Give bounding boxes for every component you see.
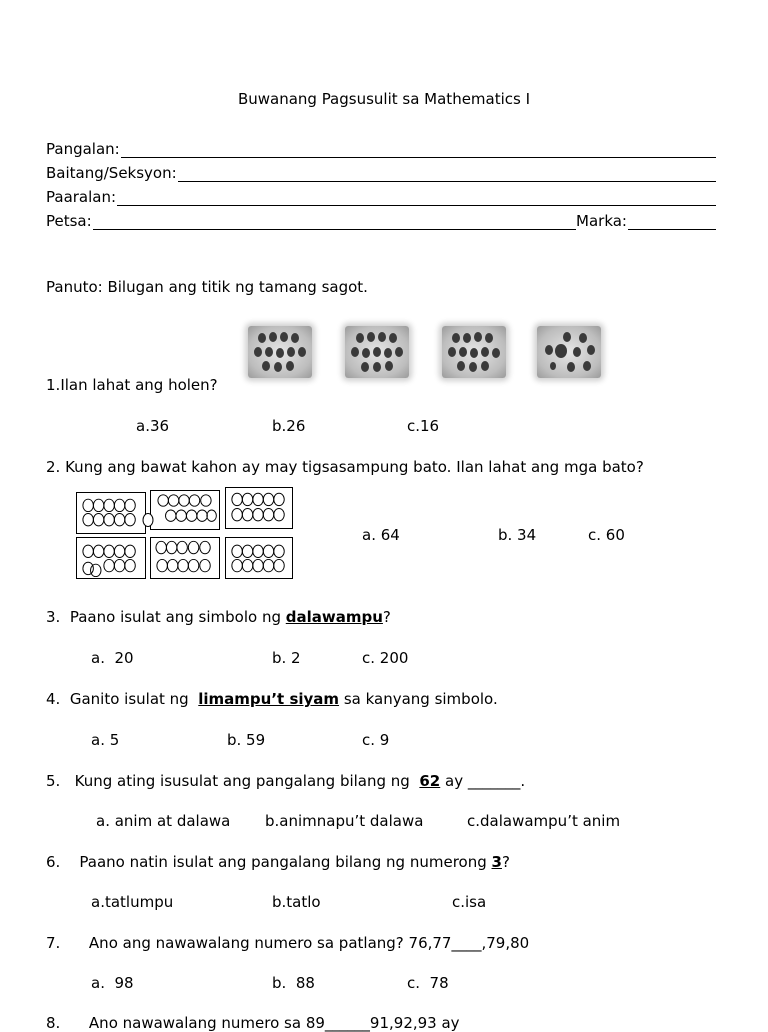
q5-option-a[interactable]: a. anim at dalawa (96, 812, 231, 830)
q6-keyword: 3 (491, 853, 502, 871)
q5-option-c[interactable]: c.dalawampu’t anim (467, 812, 621, 830)
stone-box-3 (225, 487, 293, 529)
q3-option-c[interactable]: c. 200 (362, 649, 409, 667)
q2-option-b[interactable]: b. 34 (498, 526, 537, 544)
stone-box-6 (225, 537, 293, 579)
q3-option-b[interactable]: b. 2 (272, 649, 301, 667)
q7-option-c[interactable]: c. 78 (407, 974, 449, 992)
q8-blank[interactable]: ______ (324, 1014, 370, 1032)
q1-option-a[interactable]: a.36 (136, 417, 170, 435)
name-label: Pangalan: (46, 140, 120, 158)
q5-option-b[interactable]: b.animnapu’t dalawa (265, 812, 424, 830)
grade-section-label: Baitang/Seksyon: (46, 164, 177, 182)
q4-option-a[interactable]: a. 5 (91, 731, 120, 749)
stone-box-4 (76, 537, 146, 579)
stone-box-5 (150, 537, 220, 579)
q2-option-a[interactable]: a. 64 (362, 526, 400, 544)
q6-option-a[interactable]: a.tatlumpu (91, 893, 174, 911)
date-score-field[interactable] (46, 212, 716, 230)
page-title: Buwanang Pagsusulit sa Mathematics I (237, 90, 531, 108)
q2-option-c[interactable]: c. 60 (588, 526, 625, 544)
marbles-photo-2 (345, 326, 409, 378)
stone-box-2 (150, 490, 220, 530)
q5-blank[interactable]: _______ (467, 772, 521, 790)
q3-keyword: dalawampu (285, 608, 383, 626)
question-6: 6. Paano natin isulat ang pangalang bilang ng numerong 3? (46, 853, 510, 871)
q1-option-b[interactable]: b.26 (272, 417, 306, 435)
name-field[interactable] (46, 140, 716, 158)
marbles-photo-4 (537, 326, 601, 378)
date-label: Petsa: (46, 212, 92, 230)
q7-blank[interactable]: ____ (451, 934, 482, 952)
question-4: 4. Ganito isulat ng limampu’t siyam sa kanyang simbolo. (46, 690, 498, 708)
instruction: Panuto: Bilugan ang titik ng tamang sagot. (46, 278, 368, 296)
q1-option-c[interactable]: c.16 (407, 417, 440, 435)
question-1: 1.Ilan lahat ang holen? (46, 376, 218, 394)
question-7: 7. Ano ang nawawalang numero sa patlang? 76,77____,79,80 (46, 934, 530, 952)
school-field[interactable] (46, 188, 716, 206)
loose-stone (141, 512, 155, 528)
q5-keyword: 62 (419, 772, 441, 790)
question-8: 8. Ano nawawalang numero sa 89______91,92,93 ay (46, 1014, 460, 1032)
q4-keyword: limampu’t siyam (198, 690, 340, 708)
school-label: Paaralan: (46, 188, 117, 206)
q4-option-c[interactable]: c. 9 (362, 731, 390, 749)
marbles-photo-1 (248, 326, 312, 378)
question-3: 3. Paano isulat ang simbolo ng dalawampu? (46, 608, 391, 626)
q3-option-a[interactable]: a. 20 (91, 649, 134, 667)
score-label: Marka: (576, 212, 627, 230)
marbles-photo-3 (442, 326, 506, 378)
grade-section-field[interactable] (46, 164, 716, 182)
q7-option-a[interactable]: a. 98 (91, 974, 134, 992)
question-5: 5. Kung ating isusulat ang pangalang bilang ng 62 ay _______. (46, 772, 526, 790)
question-2: 2. Kung ang bawat kahon ay may tigsasampung bato. Ilan lahat ang mga bato? (46, 458, 644, 476)
q4-option-b[interactable]: b. 59 (227, 731, 266, 749)
stone-box-1 (76, 492, 146, 534)
q6-option-b[interactable]: b.tatlo (272, 893, 321, 911)
q6-option-c[interactable]: c.isa (452, 893, 487, 911)
q7-option-b[interactable]: b. 88 (272, 974, 315, 992)
